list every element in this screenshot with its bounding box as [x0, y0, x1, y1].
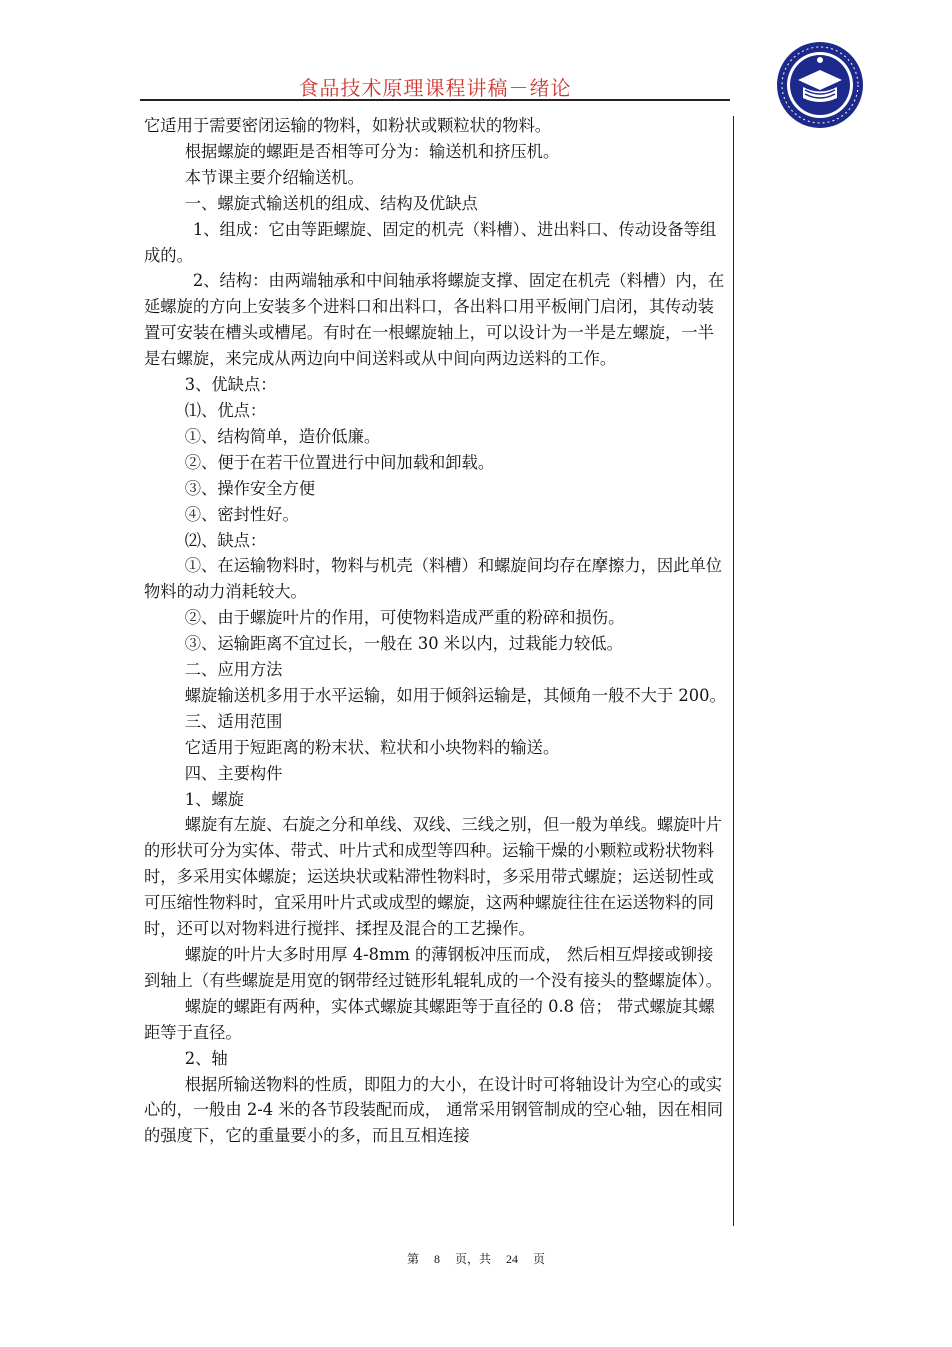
paragraph: 本节课主要介绍输送机。: [184, 167, 364, 187]
section-heading: 一、螺旋式输送机的组成、结构及优缺点: [184, 193, 478, 213]
paragraph: 螺旋有左旋、右旋之分和单线、双线、三线之别，但一般为单线。螺旋叶片的形状可分为实体、带式、叶片式和成型等四种。运输干燥的小颗粒或粉状物料时，多采用实体螺旋；运送块状或粘滞性物料时，多采用带式螺旋；运送韧性或可压缩性物料时，宜采用叶片式或成型的螺旋，这两种螺旋往往在运送物料的同时，还可以对物料进行搅拌、揉捏及混合的工艺操作。: [144, 815, 723, 939]
list-item: ②、便于在若干位置进行中间加载和卸载。: [184, 452, 495, 472]
footer-mid: 页，共: [454, 1252, 491, 1266]
subheading: 2、轴: [184, 1048, 228, 1068]
footer-suffix: 页: [533, 1252, 546, 1266]
paragraph: 根据所输送物料的性质，即阻力的大小，在设计时可将轴设计为空心的或实心的，一般由 2-4 米的各节段装配而成， 通常采用钢管制成的空心轴，因在相同的强度下，它的重量要小的多，而且互相连接: [144, 1074, 724, 1146]
subheading: 3、优缺点：: [184, 375, 277, 395]
page-number: 8: [433, 1252, 440, 1266]
footer-prefix: 第: [406, 1252, 419, 1266]
section-heading: 二、应用方法: [184, 660, 283, 680]
list-item: ③、运输距离不宜过长，一般在 30 米以内，过栽能力较低。: [184, 634, 623, 654]
body-text: [144, 113, 728, 1149]
page-header-title: 食品技术原理课程讲稿－绪论: [298, 76, 572, 100]
section-heading: 三、适用范围: [184, 711, 283, 731]
list-item: ②、由于螺旋叶片的作用，可使物料造成严重的粉碎和损伤。: [184, 608, 625, 628]
subheading: 1、螺旋: [184, 789, 244, 809]
page-footer: [0, 1250, 952, 1267]
paragraph: 螺旋的螺距有两种，实体式螺旋其螺距等于直径的 0.8 倍； 带式螺旋其螺距等于直径。: [144, 996, 715, 1042]
list-heading: ⑵、缺点：: [184, 530, 267, 550]
list-item: ①、在运输物料时，物料与机壳（料槽）和螺旋间均存在摩擦力，因此单位物料的动力消耗较大。: [144, 556, 723, 602]
paragraph: 它适用于需要密闭运输的物料，如粉状或颗粒状的物料。: [144, 116, 552, 135]
section-heading: 四、主要构件: [184, 763, 283, 783]
page-total: 24: [506, 1252, 518, 1266]
list-item: ④、密封性好。: [184, 504, 299, 524]
paragraph: 根据螺旋的螺距是否相等可分为：输送机和挤压机。: [184, 141, 560, 161]
list-item: ③、操作安全方便: [184, 478, 316, 498]
list-heading: ⑴、优点：: [184, 400, 267, 420]
paragraph: 它适用于短距离的粉末状、粒状和小块物料的输送。: [184, 737, 560, 757]
university-seal-icon: [775, 40, 865, 130]
paragraph: 2、结构：由两端轴承和中间轴承将螺旋支撑、固定在机壳（料槽）内，在延螺旋的方向上安装多个进料口和出料口，各出料口用平板闸门启闭，其传动装置可安装在槽头或槽尾。有时在一根螺旋轴上，可以设计为一半是左螺旋，一半是右螺旋，来完成从两边向中间送料或从中间向两边送料的工作。: [144, 271, 725, 369]
paragraph: 螺旋的叶片大多时用厚 4-8mm 的薄钢板冲压而成， 然后相互焊接或铆接到轴上（有些螺旋是用宽的钢带经过链形轧辊轧成的一个没有接头的整螺旋体）。: [144, 945, 722, 990]
list-item: ①、结构简单，造价低廉。: [184, 426, 381, 446]
right-margin-rule: [733, 116, 734, 1226]
header-divider: [140, 99, 730, 101]
paragraph: 螺旋输送机多用于水平运输，如用于倾斜运输是，其倾角一般不大于 200。: [184, 685, 726, 705]
paragraph: 1、组成：它由等距螺旋、固定的机壳（料槽）、进出料口、传动设备等组成的。: [144, 219, 717, 265]
